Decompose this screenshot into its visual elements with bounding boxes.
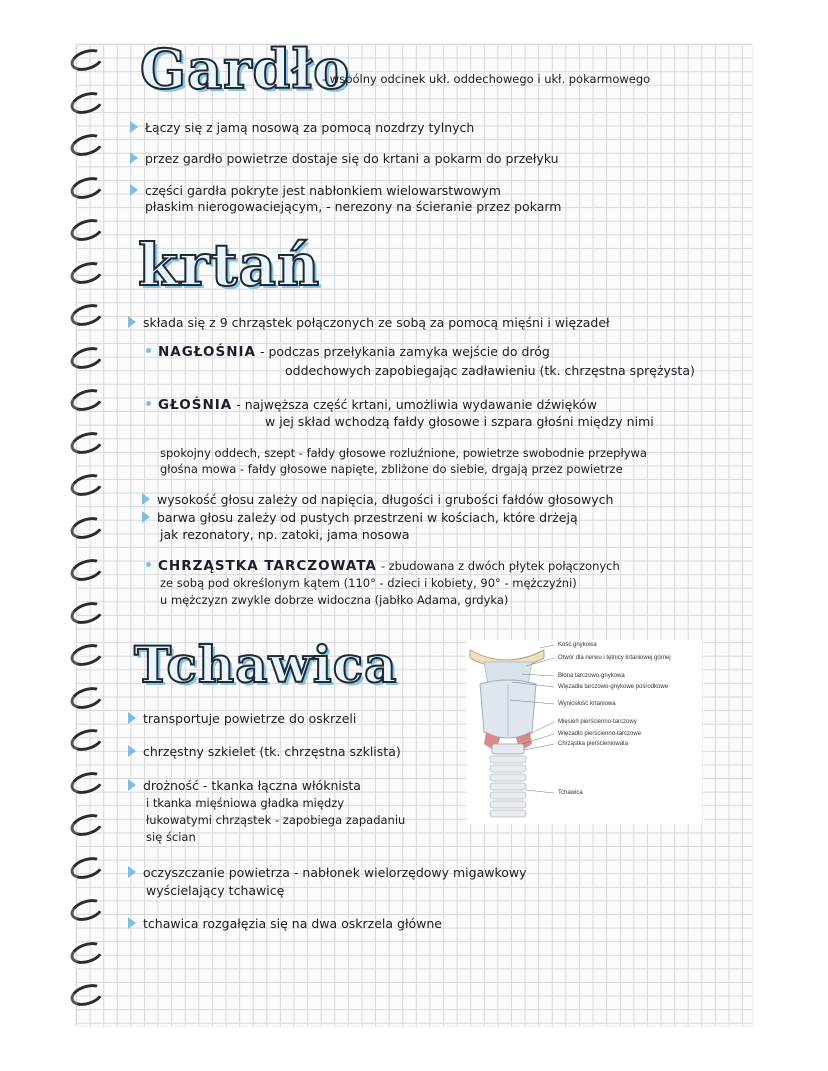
bullet-icon bbox=[130, 121, 138, 133]
figure-label-cricothyroid-muscle: Mięsień pierścienno-tarczowy bbox=[558, 719, 637, 725]
bullet-icon bbox=[128, 917, 136, 929]
spiral-ring bbox=[68, 980, 107, 1010]
figure-label-cricothyroid-ligament: Więzadło pierścienno-tarczowe bbox=[558, 731, 642, 737]
bullet-icon bbox=[128, 779, 136, 791]
heading-gardlo: Gardło bbox=[140, 37, 351, 101]
bullet-icon bbox=[130, 152, 138, 164]
spiral-ring bbox=[68, 470, 107, 500]
figure-label-trachea: Tchawica bbox=[558, 790, 583, 796]
spiral-ring bbox=[68, 343, 107, 373]
krtan-chrzastka-cont-2: u mężczyzn zwykle dobrze widoczna (jabłko Adama, grdyka) bbox=[160, 593, 509, 607]
spiral-ring bbox=[68, 725, 107, 755]
spiral-ring bbox=[68, 810, 107, 840]
figure-label-foramen: Otwór dla nerwu i tętnicy krtaniowej górnej bbox=[558, 655, 671, 661]
spiral-ring bbox=[68, 428, 107, 458]
krtan-breath-2: głośna mowa - fałdy głosowe napięte, zbliżone do siebie, drgają przez powietrze bbox=[160, 462, 623, 476]
tchawica-point-4: oczyszczanie powietrza - nabłonek wielorzędowy migawkowy bbox=[128, 865, 527, 881]
spiral-ring bbox=[68, 768, 107, 798]
tchawica-point-3-cont-2: łukowatymi chrząstek - zapobiega zapadaniu bbox=[146, 813, 406, 827]
spiral-ring bbox=[68, 640, 107, 670]
dot-icon bbox=[146, 401, 151, 406]
gardlo-subtitle: - wspólny odcinek ukł. oddechowego i ukł. pokarmowego bbox=[322, 72, 651, 86]
spiral-ring bbox=[68, 385, 107, 415]
bullet-icon bbox=[128, 866, 136, 878]
dot-icon bbox=[146, 348, 151, 353]
spiral-ring bbox=[68, 683, 107, 713]
heading-krtan: krtań bbox=[138, 231, 321, 299]
gardlo-point-2: przez gardło powietrze dostaje się do krtani a pokarm do przełyku bbox=[130, 151, 559, 167]
tchawica-point-4-cont: wyścielający tchawicę bbox=[146, 883, 285, 898]
tchawica-point-3-cont-1: i tkanka mięśniowa gładka między bbox=[146, 796, 345, 810]
spiral-ring bbox=[68, 598, 107, 628]
bullet-icon bbox=[128, 745, 136, 757]
krtan-naglosnia: NAGŁOŚNIA - podczas przełykania zamyka wejście do dróg bbox=[146, 344, 550, 361]
krtan-pitch: wysokość głosu zależy od napięcia, długości i grubości fałdów głosowych bbox=[142, 492, 613, 508]
tchawica-point-2: chrzęstny szkielet (tk. chrzęstna szklista) bbox=[128, 744, 401, 760]
dot-icon bbox=[146, 562, 151, 567]
krtan-breath-1: spokojny oddech, szept - fałdy głosowe rozluźnione, powietrze swobodnie przepływa bbox=[160, 446, 647, 460]
krtan-naglosnia-cont: oddechowych zapobiegając zadławieniu (tk. chrzęstna sprężysta) bbox=[285, 363, 695, 378]
spiral-ring bbox=[68, 173, 107, 203]
gardlo-point-3: części gardła pokryte jest nabłonkiem wielowarstwowym bbox=[130, 183, 501, 199]
krtan-chrzastka: CHRZĄSTKA TARCZOWATA - zbudowana z dwóch płytek połączonych bbox=[146, 558, 620, 575]
bullet-icon bbox=[128, 316, 136, 328]
larynx-figure bbox=[466, 640, 702, 824]
spiral-ring bbox=[68, 215, 107, 245]
heading-tchawica: Tchawica bbox=[134, 635, 398, 694]
tchawica-point-5: tchawica rozgałęzia się na dwa oskrzela główne bbox=[128, 916, 442, 932]
spiral-ring bbox=[68, 88, 107, 118]
spiral-ring bbox=[68, 513, 107, 543]
spiral-ring bbox=[68, 45, 107, 75]
krtan-timbre-cont: jak rezonatory, np. zatoki, jama nosowa bbox=[160, 527, 410, 542]
tchawica-point-3-cont-3: się ścian bbox=[146, 830, 196, 844]
krtan-glosnia: GŁOŚNIA - najwęższa część krtani, umożliwia wydawanie dźwięków bbox=[146, 397, 597, 414]
figure-label-hyoid: Kość gnykowa bbox=[558, 642, 597, 648]
spiral-ring bbox=[68, 300, 107, 330]
krtan-glosnia-cont: w jej skład wchodzą fałdy głosowe i szpara głośni między nimi bbox=[265, 414, 654, 429]
bullet-icon bbox=[142, 511, 150, 523]
spiral-ring bbox=[68, 853, 107, 883]
spiral-ring bbox=[68, 555, 107, 585]
spiral-binding bbox=[70, 44, 104, 1026]
krtan-timbre: barwa głosu zależy od pustych przestrzeni w kościach, które drżeją bbox=[142, 510, 578, 526]
gardlo-point-1: Łączy się z jamą nosową za pomocą nozdrzy tylnych bbox=[130, 120, 474, 136]
figure-label-cricoid-cartilage: Chrząstka pierścieniowata bbox=[558, 741, 629, 747]
figure-label-thyrohyoid-membrane: Błona tarczowo-gnykowa bbox=[558, 673, 625, 679]
figure-label-thyrohyoid-ligament: Więzadła tarczowo-gnykowe pośrodkowe bbox=[558, 684, 669, 690]
figure-label-laryngeal-prominence: Wyniosłość krtaniowa bbox=[558, 701, 616, 707]
krtan-chrzastka-cont-1: ze sobą pod określonym kątem (110° - dzieci i kobiety, 90° - mężczyźni) bbox=[160, 576, 577, 590]
bullet-icon bbox=[130, 184, 138, 196]
spiral-ring bbox=[68, 938, 107, 968]
bullet-icon bbox=[128, 712, 136, 724]
krtan-intro: składa się z 9 chrząstek połączonych ze sobą za pomocą mięśni i więzadeł bbox=[128, 315, 610, 331]
spiral-ring bbox=[68, 258, 107, 288]
bullet-icon bbox=[142, 493, 150, 505]
tchawica-point-3: drożność - tkanka łączna włóknista bbox=[128, 778, 361, 794]
tchawica-point-1: transportuje powietrze do oskrzeli bbox=[128, 711, 356, 727]
gardlo-point-3-cont: płaskim nierogowaciejącym, - nerezony na ścieranie przez pokarm bbox=[145, 199, 562, 214]
spiral-ring bbox=[68, 895, 107, 925]
spiral-ring bbox=[68, 130, 107, 160]
